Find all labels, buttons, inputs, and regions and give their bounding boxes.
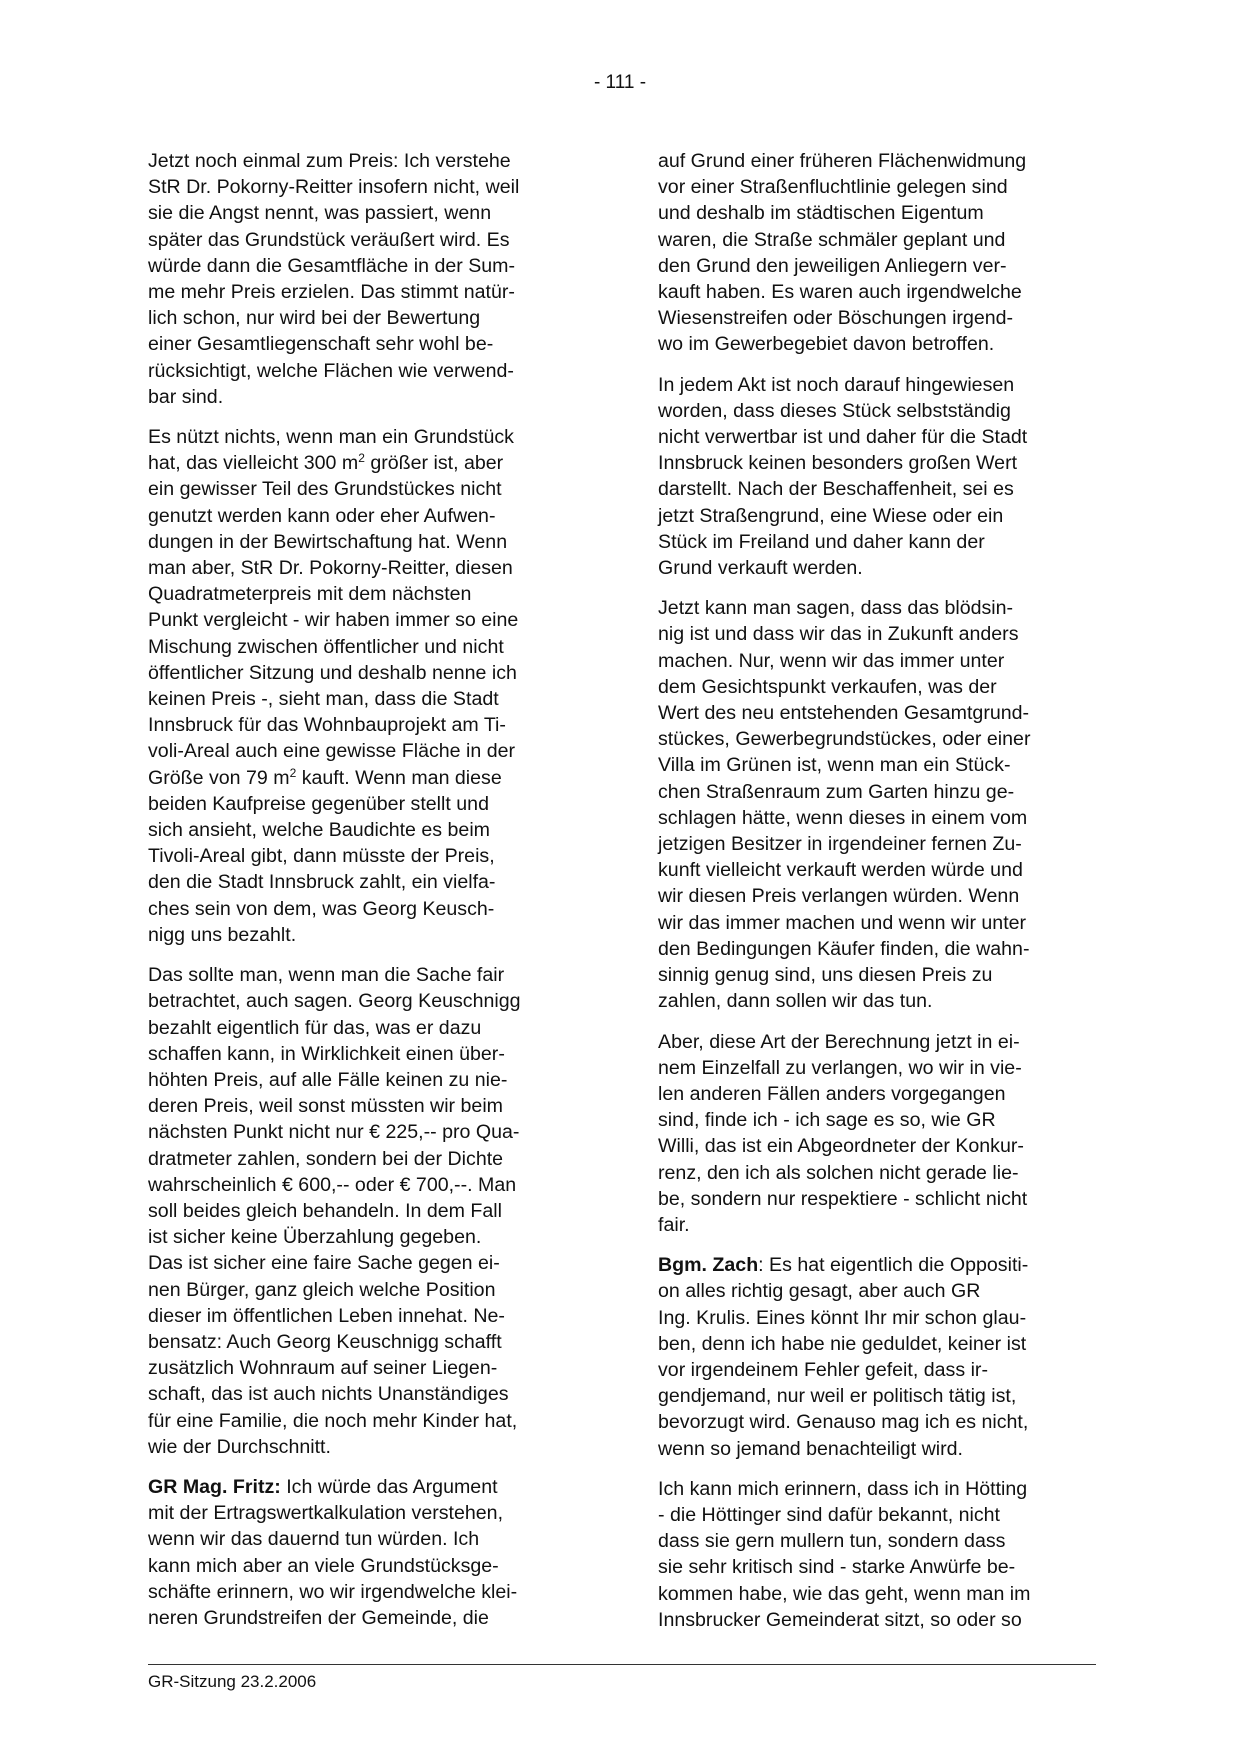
paragraph: Das sollte man, wenn man die Sache fair betrachtet, auch sagen. Georg Keuschnigg bezahlt eigentlich für das, was er dazu schaffen kann, in Wirklichkeit einen über- höhten Preis, auf alle Fälle keinen zu nie- deren Preis, weil sonst müssten wir beim nächsten Punkt nicht nur € 225,-- pro Qua- dratmeter zahlen, sondern bei der Dichte wahrscheinlich € 600,-- oder € 700,--. Man soll beides gleich behandeln. In dem Fall ist sicher keine Überzahlung gegeben. Das ist sicher eine faire Sache gegen ei- nen Bürger, ganz gleich welche Position dieser im öffentlichen Leben innehat. Ne- bensatz: Auch Georg Keuschnigg schafft zusätzlich Wohnraum auf seiner Liegen- schaft, das ist auch nichts Unanständiges für eine Familie, die noch mehr Kinder hat, wie der Durchschnitt. [148,964,521,1458]
paragraph-text: : Es hat eigentlich die Oppositi- on alles richtig gesagt, aber auch GR Ing. Krulis. Eines könnt Ihr mir schon glau- ben, denn ich habe nie geduldet, keiner ist vor irgendeinem Fehler gefeit, dass ir- gendjemand, nur weil er politisch tätig ist, bevorzugt wird. Genauso mag ich es nicht, wenn so jemand benachteiligt wird. [658,1254,1029,1460]
page-number: - 111 - [593,72,647,93]
left-column [148,148,588,1645]
footer-text: GR-Sitzung 23.2.2006 [148,1672,317,1691]
paragraph: Aber, diese Art der Berechnung jetzt in ei- nem Einzelfall zu verlangen, wo wir in vie- len anderen Fällen anders vorgegangen sind, finde ich - ich sage es so, wie GR Willi, das ist ein Abgeordneter der Konkur- renz, den ich als solchen nicht gerade lie- be, sondern nur respektiere - schlicht nicht fair. [658,1030,1028,1236]
superscript: 2 [358,451,365,466]
paragraph-text: Es nützt nichts, wenn man ein Grundstück hat, das vielleicht 300 m [148,426,514,475]
paragraph: Jetzt noch einmal zum Preis: Ich verstehe StR Dr. Pokorny-Reitter insofern nicht, weil sie die Angst nennt, was passiert, wenn später das Grundstück veräußert wird. Es würde dann die Gesamtfläche in der Sum- me mehr Preis erzielen. Das stimmt natür- lich schon, nur wird bei der Bewertung einer Gesamtliegenschaft sehr wohl be- rücksichtigt, welche Flächen wie verwend- bar sind. [148,150,520,408]
footer-divider [148,1664,1096,1665]
paragraph: Jetzt kann man sagen, dass das blödsin- nig ist und dass wir das in Zukunft anders machen. Nur, wenn wir das immer unter dem Gesichtspunkt verkaufen, was der Wert des neu entstehenden Gesamtgrund- stückes, Gewerbegrundstückes, oder einer Villa im Grünen ist, wenn man ein Stück- chen Straßenraum zum Garten hinzu ge- schlagen hätte, wenn dieses in einem vom jetzigen Besitzer in irgendeiner fernen Zu- kunft vielleicht verkauft werden würde und wir diesen Preis verlangen würden. Wenn wir das immer machen und wenn wir unter den Bedingungen Käufer finden, die wahn- sinnig genug sind, uns diesen Preis zu zahlen, dann sollen wir das tun. [658,597,1031,1013]
paragraph: Ich kann mich erinnern, dass ich in Hötting - die Höttinger sind dafür bekannt, nicht dass sie gern mullern tun, sondern dass sie sehr kritisch sind - starke Anwürfe be- kommen habe, wie das geht, wenn man im Innsbrucker Gemeinderat sitzt, so oder so [658,1477,1031,1631]
paragraph [658,1252,1098,1462]
superscript: 2 [289,765,297,780]
paragraph [148,1474,588,1631]
right-column [658,148,1098,1647]
paragraph [148,424,588,948]
paragraph: In jedem Akt ist noch darauf hingewiesen worden, dass dieses Stück selbstständig nicht verwertbar ist und daher für die Stadt Innsbruck keinen besonders großen Wert darstellt. Nach der Beschaffenheit, sei es jetzt Straßengrund, eine Wiese oder ein Stück im Freiland und daher kann der Grund verkauft werden. [658,373,1028,580]
paragraph-text: kauft. Wenn man diese beiden Kaufpreise gegenüber stellt und sich ansieht, welche Baudichte es beim Tivoli-Areal gibt, dann müsste der Preis, den die Stadt Innsbruck zahlt, ein vielfa- ches sein von dem, was Georg Keusch- nigg uns bezahlt. [148,766,502,946]
paragraph-text: größer ist, aber ein gewisser Teil des Grundstückes nicht genutzt werden kann oder eher Aufwen- dungen in der Bewirtschaftung hat. Wenn man aber, StR Dr. Pokorny-Reitter, diesen Quadratmeterpreis mit dem nächsten Punkt vergleicht - wir haben immer so eine Mischung zwischen öffentlicher und nicht öffentlicher Sitzung und deshalb nenne ich keinen Preis -, sieht man, dass die Stadt Innsbruck für das Wohnbauprojekt am Ti- voli-Areal auch eine gewisse Fläche in der Größe von 79 m [148,452,519,789]
speaker-name: Bgm. Zach [658,1254,759,1277]
paragraph: auf Grund einer früheren Flächenwidmung vor einer Straßenfluchtlinie gelegen sind und deshalb im städtischen Eigentum waren, die Straße schmäler geplant und den Grund den jeweiligen Anliegern ver- kauft haben. Es waren auch irgendwelche Wiesenstreifen oder Böschungen irgend- wo im Gewerbegebiet davon betroffen. [658,150,1027,356]
paragraph-text: Ich würde das Argument mit der Ertragswertkalkulation verstehen, wenn wir das dauernd tun würden. Ich kann mich aber an viele Grundstücksge- schäfte erinnern, wo wir irgendwelche klei- neren Grundstreifen der Gemeinde, die [148,1475,518,1629]
speaker-name: GR Mag. Fritz: [148,1475,281,1498]
